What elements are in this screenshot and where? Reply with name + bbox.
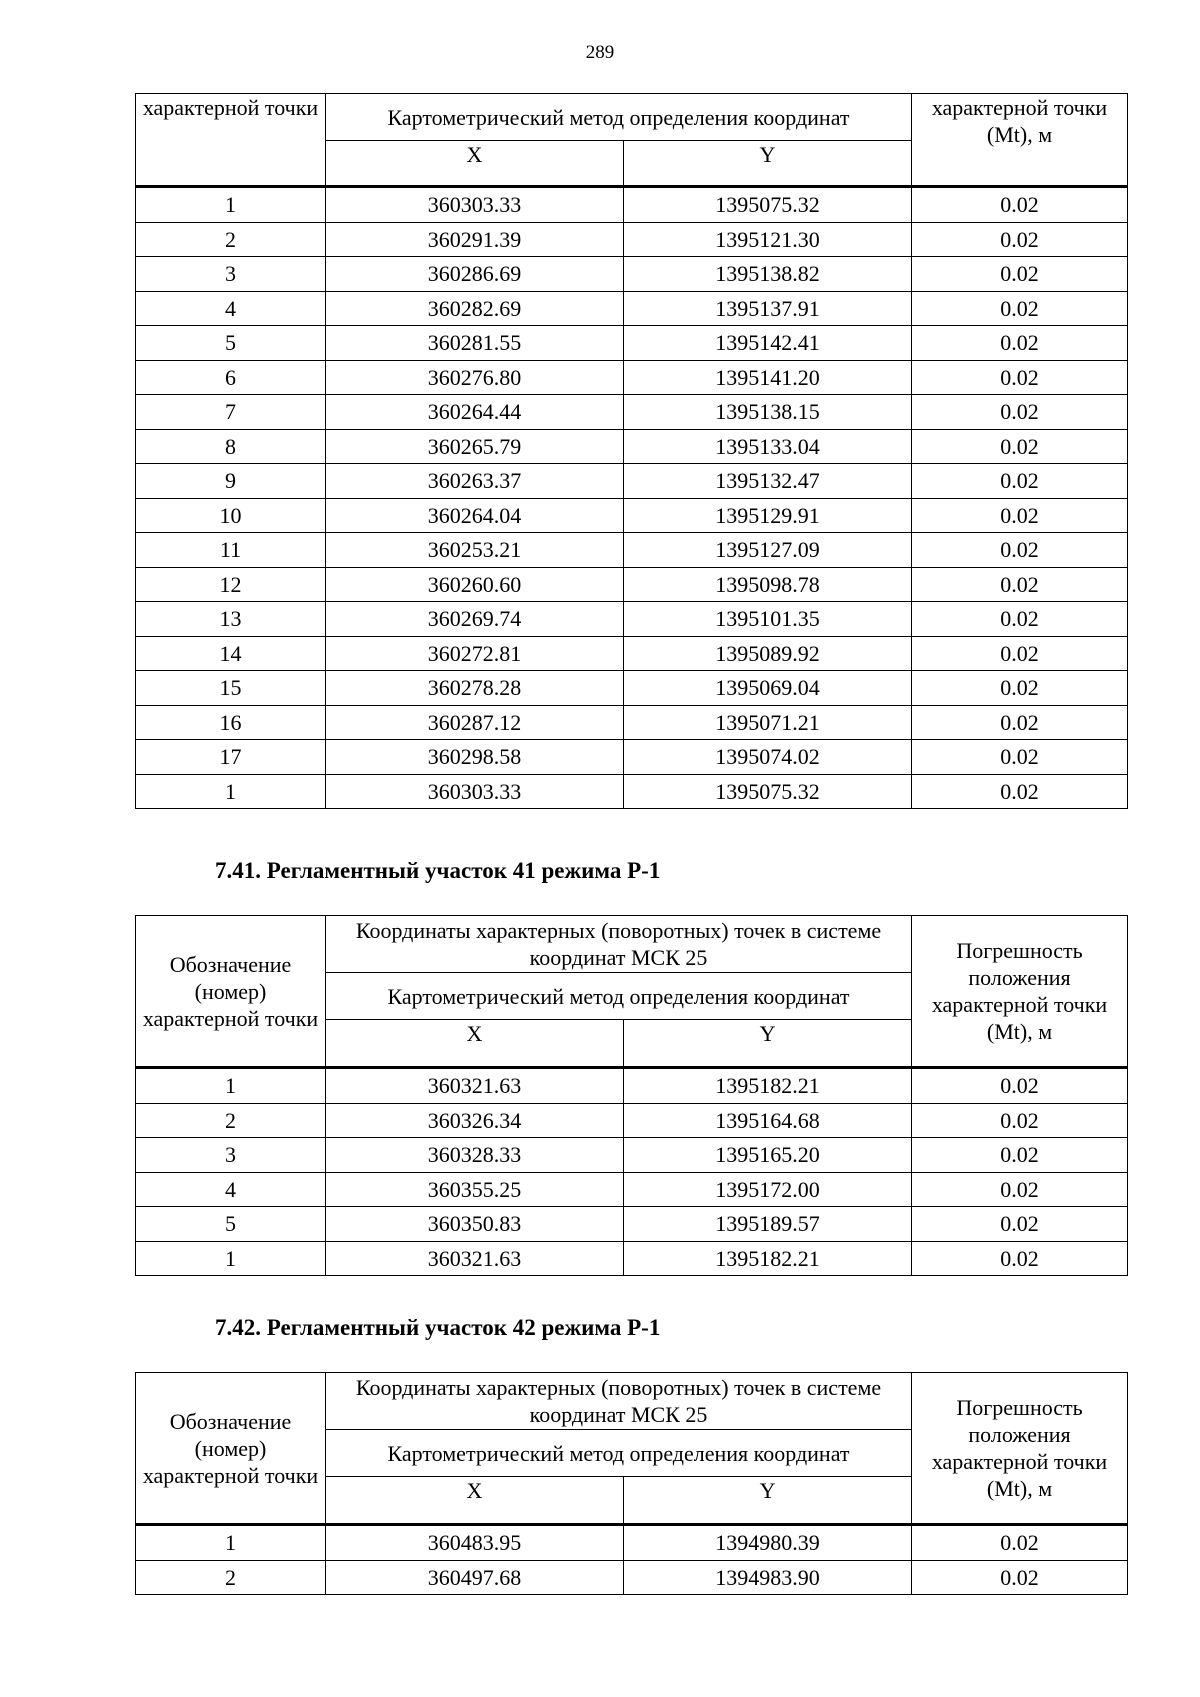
- header-x: X: [326, 1477, 624, 1525]
- table-row: [136, 326, 1128, 361]
- coordinates-table-42: [135, 1372, 1128, 1595]
- coordinates-table-continuation: [135, 93, 1128, 809]
- point-number-cell: 1: [136, 187, 326, 223]
- error-value-cell: 0.02: [912, 740, 1128, 775]
- header-x: X: [326, 1020, 624, 1068]
- x-coordinate-cell: 360264.44: [326, 395, 624, 430]
- section-heading-41: 7.41. Регламентный участок 41 режима Р-1: [215, 858, 661, 883]
- table-row: [136, 222, 1128, 257]
- y-coordinate-cell: 1395121.30: [624, 222, 912, 257]
- error-value-cell: 0.02: [912, 1103, 1128, 1138]
- table-row: [136, 774, 1128, 809]
- header-method: Картометрический метод определения координат: [326, 1430, 912, 1477]
- table-row: [136, 429, 1128, 464]
- header-method: Картометрический метод определения координат: [326, 973, 912, 1020]
- x-coordinate-cell: 360281.55: [326, 326, 624, 361]
- y-coordinate-cell: 1395071.21: [624, 705, 912, 740]
- point-number-cell: 11: [136, 533, 326, 568]
- header-coordinates: Координаты характерных (поворотных) точек в системе координат МСК 25: [326, 1373, 912, 1430]
- error-value-cell: 0.02: [912, 1172, 1128, 1207]
- header-method: Картометрический метод определения координат: [326, 94, 912, 141]
- y-coordinate-cell: 1395182.21: [624, 1068, 912, 1104]
- point-number-cell: 1: [136, 774, 326, 809]
- table-row: [136, 602, 1128, 637]
- x-coordinate-cell: 360263.37: [326, 464, 624, 499]
- table-row: [136, 1525, 1128, 1561]
- point-number-cell: 1: [136, 1068, 326, 1104]
- y-coordinate-cell: 1395089.92: [624, 636, 912, 671]
- x-coordinate-cell: 360303.33: [326, 774, 624, 809]
- table-row: [136, 567, 1128, 602]
- table-row: [136, 740, 1128, 775]
- point-number-cell: 10: [136, 498, 326, 533]
- error-value-cell: 0.02: [912, 291, 1128, 326]
- y-coordinate-cell: 1394983.90: [624, 1560, 912, 1595]
- x-coordinate-cell: 360321.63: [326, 1068, 624, 1104]
- point-number-cell: 9: [136, 464, 326, 499]
- x-coordinate-cell: 360287.12: [326, 705, 624, 740]
- y-coordinate-cell: 1395101.35: [624, 602, 912, 637]
- error-value-cell: 0.02: [912, 602, 1128, 637]
- error-value-cell: 0.02: [912, 1068, 1128, 1104]
- y-coordinate-cell: 1395075.32: [624, 187, 912, 223]
- x-coordinate-cell: 360355.25: [326, 1172, 624, 1207]
- y-coordinate-cell: 1395074.02: [624, 740, 912, 775]
- y-coordinate-cell: 1395172.00: [624, 1172, 912, 1207]
- point-number-cell: 1: [136, 1525, 326, 1561]
- error-value-cell: 0.02: [912, 533, 1128, 568]
- x-coordinate-cell: 360286.69: [326, 257, 624, 292]
- x-coordinate-cell: 360291.39: [326, 222, 624, 257]
- table-row: [136, 671, 1128, 706]
- point-number-cell: 2: [136, 1560, 326, 1595]
- point-number-cell: 13: [136, 602, 326, 637]
- error-value-cell: 0.02: [912, 257, 1128, 292]
- header-y: Y: [624, 141, 912, 187]
- error-value-cell: 0.02: [912, 1525, 1128, 1561]
- y-coordinate-cell: 1395127.09: [624, 533, 912, 568]
- page-number: 289: [585, 42, 615, 63]
- table-row: [136, 257, 1128, 292]
- x-coordinate-cell: 360328.33: [326, 1138, 624, 1173]
- point-number-cell: 16: [136, 705, 326, 740]
- error-value-cell: 0.02: [912, 464, 1128, 499]
- y-coordinate-cell: 1395164.68: [624, 1103, 912, 1138]
- y-coordinate-cell: 1395189.57: [624, 1207, 912, 1242]
- header-error: Погрешность положения характерной точки (Mt), м: [912, 916, 1128, 1068]
- header-point-designation: Обозначение (номер) характерной точки: [136, 916, 326, 1068]
- error-value-cell: 0.02: [912, 187, 1128, 223]
- error-value-cell: 0.02: [912, 774, 1128, 809]
- point-number-cell: 4: [136, 1172, 326, 1207]
- header-error: Погрешность положения характерной точки (Mt), м: [912, 1373, 1128, 1525]
- table-row: [136, 498, 1128, 533]
- header-point-designation: Обозначение (номер) характерной точки: [136, 1373, 326, 1525]
- y-coordinate-cell: 1395069.04: [624, 671, 912, 706]
- x-coordinate-cell: 360298.58: [326, 740, 624, 775]
- section-heading-42: 7.42. Регламентный участок 42 режима Р-1: [215, 1315, 661, 1340]
- x-coordinate-cell: 360497.68: [326, 1560, 624, 1595]
- point-number-cell: 7: [136, 395, 326, 430]
- x-coordinate-cell: 360321.63: [326, 1241, 624, 1276]
- point-number-cell: 3: [136, 1138, 326, 1173]
- y-coordinate-cell: 1395098.78: [624, 567, 912, 602]
- point-number-cell: 1: [136, 1241, 326, 1276]
- x-coordinate-cell: 360278.28: [326, 671, 624, 706]
- table-row: [136, 1103, 1128, 1138]
- table-row: [136, 395, 1128, 430]
- table-row: [136, 360, 1128, 395]
- table-row: [136, 705, 1128, 740]
- table-row: [136, 1560, 1128, 1595]
- y-coordinate-cell: 1395182.21: [624, 1241, 912, 1276]
- y-coordinate-cell: 1395133.04: [624, 429, 912, 464]
- x-coordinate-cell: 360272.81: [326, 636, 624, 671]
- point-number-cell: 15: [136, 671, 326, 706]
- x-coordinate-cell: 360265.79: [326, 429, 624, 464]
- table-row: [136, 187, 1128, 223]
- x-coordinate-cell: 360303.33: [326, 187, 624, 223]
- table-row: [136, 533, 1128, 568]
- error-value-cell: 0.02: [912, 429, 1128, 464]
- error-value-cell: 0.02: [912, 705, 1128, 740]
- point-number-cell: 6: [136, 360, 326, 395]
- y-coordinate-cell: 1395132.47: [624, 464, 912, 499]
- x-coordinate-cell: 360253.21: [326, 533, 624, 568]
- x-coordinate-cell: 360269.74: [326, 602, 624, 637]
- error-value-cell: 0.02: [912, 1207, 1128, 1242]
- error-value-cell: 0.02: [912, 1560, 1128, 1595]
- header-y: Y: [624, 1477, 912, 1525]
- x-coordinate-cell: 360260.60: [326, 567, 624, 602]
- table-row: [136, 1207, 1128, 1242]
- table-row: [136, 636, 1128, 671]
- x-coordinate-cell: 360264.04: [326, 498, 624, 533]
- error-value-cell: 0.02: [912, 1138, 1128, 1173]
- error-value-cell: 0.02: [912, 671, 1128, 706]
- x-coordinate-cell: 360326.34: [326, 1103, 624, 1138]
- point-number-cell: 2: [136, 222, 326, 257]
- header-y: Y: [624, 1020, 912, 1068]
- y-coordinate-cell: 1395129.91: [624, 498, 912, 533]
- x-coordinate-cell: 360483.95: [326, 1525, 624, 1561]
- y-coordinate-cell: 1395075.32: [624, 774, 912, 809]
- x-coordinate-cell: 360282.69: [326, 291, 624, 326]
- point-number-cell: 3: [136, 257, 326, 292]
- x-coordinate-cell: 360276.80: [326, 360, 624, 395]
- table-row: [136, 1068, 1128, 1104]
- point-number-cell: 5: [136, 1207, 326, 1242]
- error-value-cell: 0.02: [912, 395, 1128, 430]
- error-value-cell: 0.02: [912, 567, 1128, 602]
- error-value-cell: 0.02: [912, 222, 1128, 257]
- table-row: [136, 464, 1128, 499]
- point-number-cell: 14: [136, 636, 326, 671]
- error-value-cell: 0.02: [912, 326, 1128, 361]
- header-error: характерной точки (Mt), м: [912, 94, 1128, 187]
- x-coordinate-cell: 360350.83: [326, 1207, 624, 1242]
- y-coordinate-cell: 1395141.20: [624, 360, 912, 395]
- error-value-cell: 0.02: [912, 636, 1128, 671]
- point-number-cell: 5: [136, 326, 326, 361]
- point-number-cell: 4: [136, 291, 326, 326]
- point-number-cell: 2: [136, 1103, 326, 1138]
- y-coordinate-cell: 1395165.20: [624, 1138, 912, 1173]
- y-coordinate-cell: 1394980.39: [624, 1525, 912, 1561]
- table-row: [136, 291, 1128, 326]
- y-coordinate-cell: 1395138.82: [624, 257, 912, 292]
- header-coordinates: Координаты характерных (поворотных) точек в системе координат МСК 25: [326, 916, 912, 973]
- table-row: [136, 1138, 1128, 1173]
- table-row: [136, 1241, 1128, 1276]
- y-coordinate-cell: 1395137.91: [624, 291, 912, 326]
- error-value-cell: 0.02: [912, 1241, 1128, 1276]
- point-number-cell: 17: [136, 740, 326, 775]
- error-value-cell: 0.02: [912, 360, 1128, 395]
- point-number-cell: 12: [136, 567, 326, 602]
- coordinates-table-41: [135, 915, 1128, 1276]
- header-x: X: [326, 141, 624, 187]
- y-coordinate-cell: 1395138.15: [624, 395, 912, 430]
- header-point-designation: характерной точки: [136, 94, 326, 187]
- error-value-cell: 0.02: [912, 498, 1128, 533]
- table-row: [136, 1172, 1128, 1207]
- y-coordinate-cell: 1395142.41: [624, 326, 912, 361]
- point-number-cell: 8: [136, 429, 326, 464]
